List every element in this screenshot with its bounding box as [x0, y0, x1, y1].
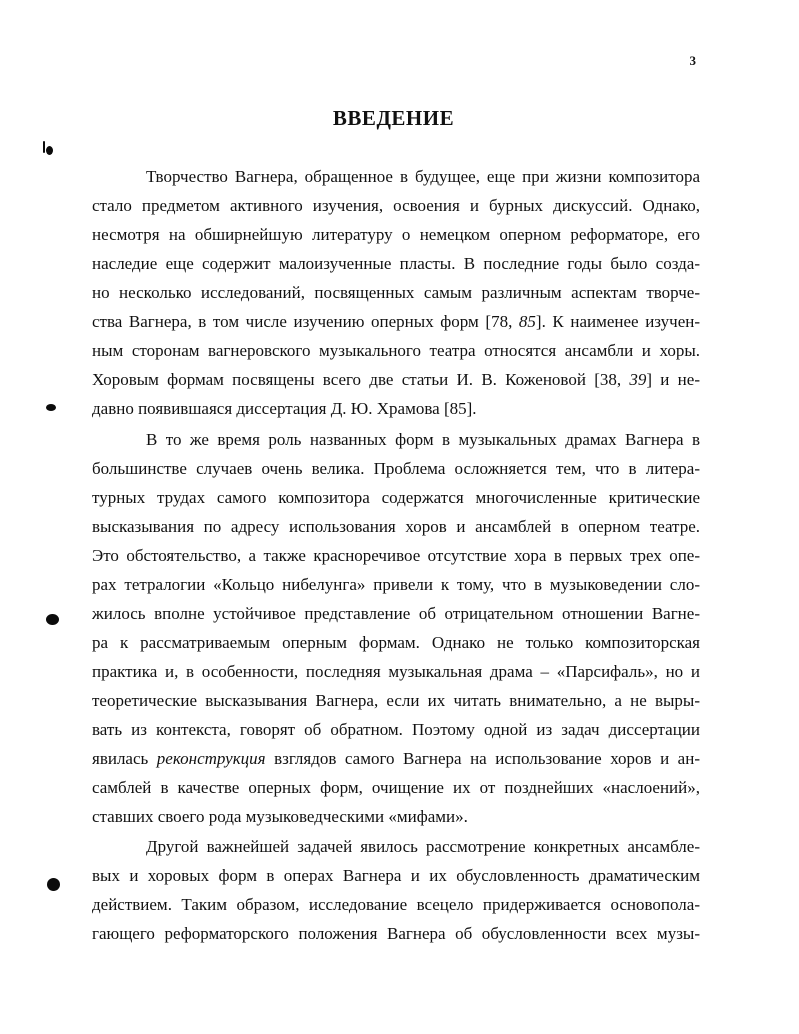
text-segment: Хоровым формам посвящены всего две статьи И. В. Коженовой [38, — [92, 370, 630, 389]
text-line: несмотря на обширнейшую литературу о немецком оперном реформаторе, его — [92, 225, 700, 244]
text-line — [92, 744, 700, 773]
text-line: гающего реформаторского положения Вагнера об обусловленности всех музы- — [92, 924, 700, 943]
text-line: самблей в качестве оперных форм, очищение их от позднейших «наслоений», — [92, 778, 700, 797]
text-line: рах тетралогии «Кольцо нибелунга» привели к тому, что в музыковедении сло- — [92, 575, 700, 594]
text-segment: ]. К наименее изучен- — [535, 312, 701, 331]
paragraph-2 — [92, 425, 700, 831]
text-line: давно появившаяся диссертация Д. Ю. Храмова [85]. — [92, 399, 477, 418]
text-line: В то же время роль названных форм в музыкальных драмах Вагнера в — [146, 430, 700, 449]
body-text — [92, 162, 700, 948]
scan-mark-top-tail — [43, 141, 45, 153]
text-line: действием. Таким образом, исследование всецело придерживается основопола- — [92, 895, 700, 914]
page-title: ВВЕДЕНИЕ — [332, 106, 455, 130]
text-line — [92, 365, 700, 394]
paragraph-3 — [92, 832, 700, 948]
scan-mark-mid — [46, 404, 56, 411]
text-line: Творчество Вагнера, обращенное в будущее, еще при жизни композитора — [146, 167, 700, 186]
text-line — [92, 307, 700, 336]
text-line: Это обстоятельство, а также красноречивое отсутствие хора в первых трех опе- — [92, 546, 700, 565]
text-line: практика и, в особенности, последняя музыкальная драма – «Парсифаль», но и — [92, 662, 700, 681]
text-line: ным сторонам вагнеровского музыкального театра относятся ансамбли и хоры. — [92, 341, 700, 360]
text-line: теоретические высказывания Вагнера, если их читать внимательно, а не выры- — [92, 691, 700, 710]
scan-mark-top — [46, 146, 53, 155]
text-segment: ] и не- — [646, 370, 700, 389]
text-line: наследие еще содержит малоизученные пласты. В последние годы было созда- — [92, 254, 700, 273]
text-line: большинстве случаев очень велика. Проблема осложняется тем, что в литера- — [92, 459, 700, 478]
text-segment: ства Вагнера, в том числе изучению оперных форм [78, — [92, 312, 519, 331]
scan-mark-bottom — [47, 878, 60, 891]
page-number: 3 — [689, 53, 696, 68]
emphasis-italic: реконструкция — [156, 749, 266, 768]
text-line: турных трудах самого композитора содержатся многочисленные критические — [92, 488, 700, 507]
text-segment: взглядов самого Вагнера на использование хоров и ан- — [265, 749, 700, 768]
text-line: стало предметом активного изучения, освоения и бурных дискуссий. Однако, — [92, 196, 700, 215]
text-segment: явилась — [92, 749, 157, 768]
text-line: ставших своего рода музыковедческими «мифами». — [92, 807, 468, 826]
paragraph-1 — [92, 162, 700, 423]
text-line: вых и хоровых форм в операх Вагнера и их обусловленность драматическим — [92, 866, 700, 885]
text-line: жилось вполне устойчивое представление об отрицательном отношении Вагне- — [92, 604, 700, 623]
text-line: Другой важнейшей задачей явилось рассмотрение конкретных ансамбле- — [146, 837, 700, 856]
text-line: ра к рассматриваемым оперным формам. Однако не только композиторская — [92, 633, 700, 652]
reference-italic: 85 — [518, 312, 536, 331]
text-line: но несколько исследований, посвященных самым различным аспектам творче- — [92, 283, 700, 302]
text-line: высказывания по адресу использования хоров и ансамблей в оперном театре. — [92, 517, 700, 536]
reference-italic: 39 — [629, 370, 647, 389]
scan-mark-lower — [46, 614, 59, 625]
text-line: вать из контекста, говорят об обратном. Поэтому одной из задач диссертации — [92, 720, 700, 739]
